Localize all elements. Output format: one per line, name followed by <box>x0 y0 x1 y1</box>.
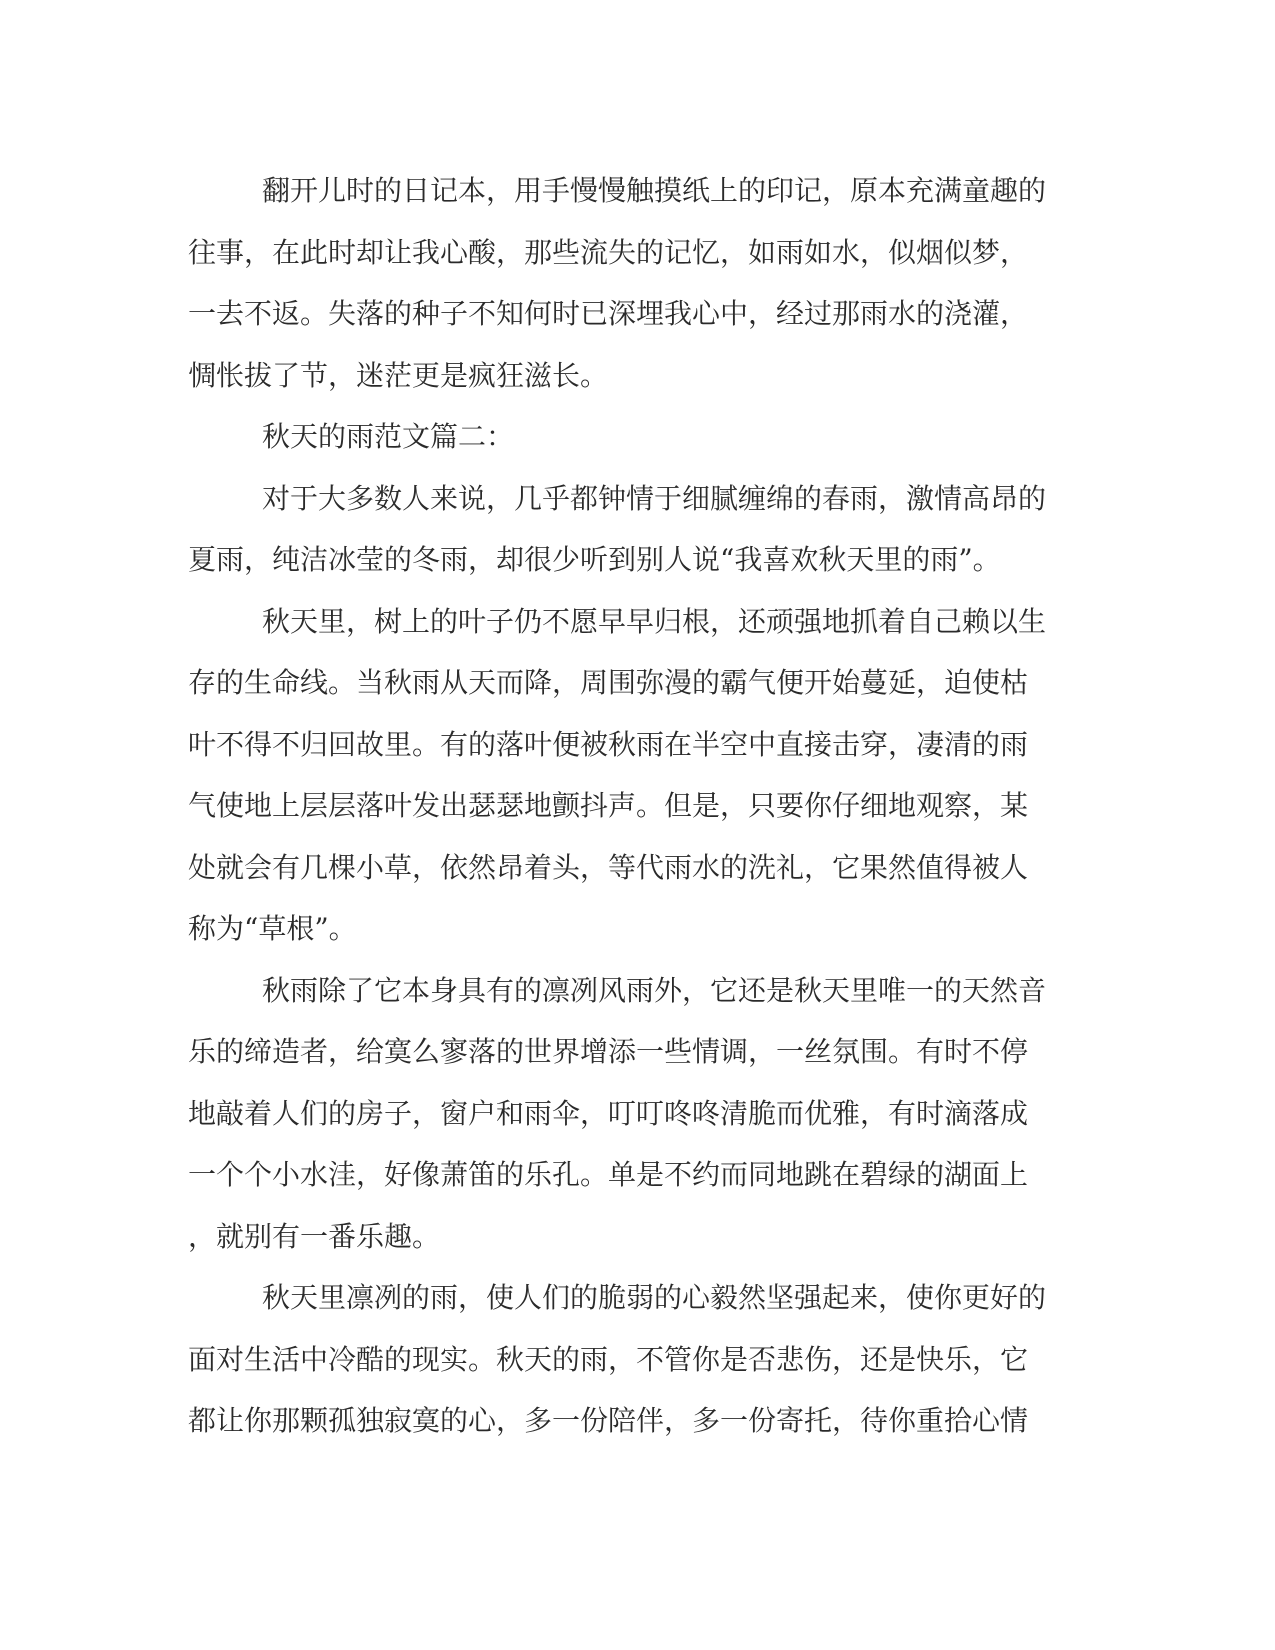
text-line: 面对生活中冷酷的现实。秋天的雨，不管你是否悲伤，还是快乐，它 <box>188 1342 1029 1376</box>
text-line: 乐的缔造者，给寞么寥落的世界增添一些情调，一丝氛围。有时不停 <box>188 1035 1029 1068</box>
text-line: 气使地上层层落叶发出瑟瑟地颤抖声。但是，只要你仔细地观察，某 <box>188 789 1029 822</box>
text-line: 对于大多数人来说，几乎都钟情于细腻缠绵的春雨，激情高昂的 <box>262 481 1047 515</box>
section-heading: 秋天的雨范文篇二： <box>262 420 515 453</box>
text-line: 叶不得不归回故里。有的落叶便被秋雨在半空中直接击穿，凄清的雨 <box>188 727 1029 761</box>
text-line: 一去不返。失落的种子不知何时已深埋我心中，经过那雨水的浇灌， <box>188 297 1029 330</box>
text-line: 夏雨，纯洁冰莹的冬雨，却很少听到别人说“我喜欢秋天里的雨”。 <box>188 543 1001 576</box>
text-line: 往事，在此时却让我心酸，那些流失的记忆，如雨如水，似烟似梦， <box>188 235 1029 269</box>
text-line: 存的生命线。当秋雨从天而降，周围弥漫的霸气便开始蔓延，迫使枯 <box>188 666 1029 699</box>
text-line: ，就别有一番乐趣。 <box>188 1219 441 1253</box>
document-body <box>188 160 1073 1452</box>
text-line: 称为“草根”。 <box>188 912 357 945</box>
text-line: 一个个小水洼，好像萧笛的乐孔。单是不约而同地跳在碧绿的湖面上 <box>188 1158 1029 1191</box>
text-line: 秋雨除了它本身具有的凛冽风雨外，它还是秋天里唯一的天然音 <box>262 973 1047 1007</box>
text-line: 惆怅拔了节，迷茫更是疯狂滋长。 <box>188 358 609 392</box>
text-line: 都让你那颗孤独寂寞的心，多一份陪伴，多一份寄托，待你重拾心情 <box>188 1404 1029 1437</box>
text-line: 处就会有几棵小草，依然昂着头，等代雨水的洗礼，它果然值得被人 <box>188 850 1029 884</box>
text-line: 秋天里凛冽的雨，使人们的脆弱的心毅然坚强起来，使你更好的 <box>262 1281 1047 1314</box>
text-line: 秋天里，树上的叶子仍不愿早早归根，还顽强地抓着自己赖以生 <box>262 604 1047 638</box>
text-line: 地敲着人们的房子，窗户和雨伞，叮叮咚咚清脆而优雅，有时滴落成 <box>188 1096 1029 1130</box>
text-line: 翻开儿时的日记本，用手慢慢触摸纸上的印记，原本充满童趣的 <box>262 174 1047 207</box>
